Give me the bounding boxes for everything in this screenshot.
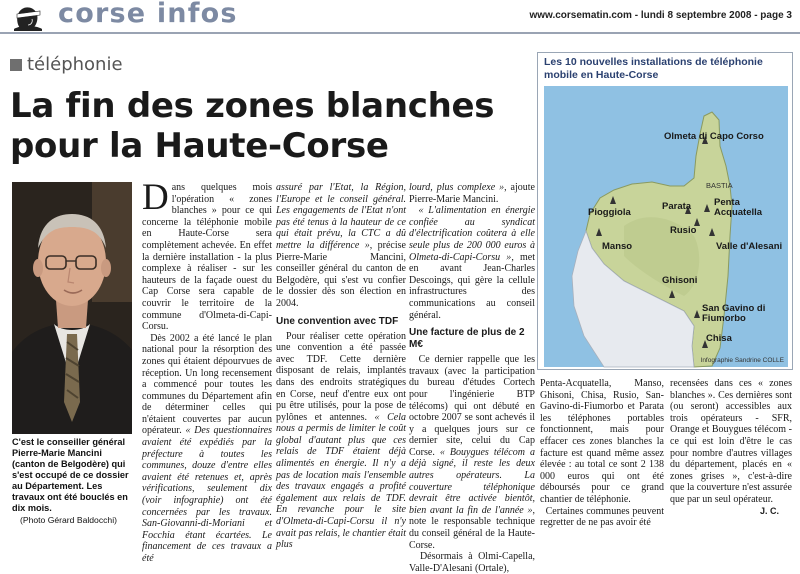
place-label: San Gavino di Fiumorbo	[702, 303, 766, 324]
map-of-haute-corse	[544, 86, 788, 367]
drop-cap: D	[142, 177, 169, 218]
paragraph	[409, 551, 535, 574]
paragraph	[540, 506, 664, 529]
infographic-credit: Infographie Sandrine COLLE	[700, 357, 784, 364]
paragraph	[276, 182, 406, 310]
place-label: Penta Acquatella	[714, 197, 763, 218]
portrait-photo	[12, 182, 132, 434]
headline	[10, 86, 540, 166]
headline-line-2: pour la Haute-Corse	[10, 126, 389, 166]
paragraph	[142, 333, 272, 565]
quote-text: « L'alimentation en énergie confiée au syndicat d'électrification coûtera à elle seule plus de 200 000 euros à Olmeta-di-Capi-Corsu »	[409, 205, 536, 263]
infographic-title: Les 10 nouvelles installations de téléphonie mobile en Haute-Corse	[544, 56, 763, 81]
paragraph-text: , met en avant Jean-Charles Descoings, qui gère la cellule infrastructures des communications au conseil général.	[409, 251, 536, 321]
article-column-1	[142, 177, 272, 565]
article-column-5	[670, 378, 792, 506]
kicker-label: téléphonie	[27, 54, 123, 75]
paragraph-text: Certaines communes peuvent regretter de ne pas avoir été	[540, 505, 664, 529]
paragraph-text: Pour réaliser cette opération une convention a été passée avec TDF. Cette dernière disposant de relais, implantés dans des endroits stratégiques en Corse, neuf d'entre eux ont pu être utilisés, pour la pose de pylônes et antennes.	[276, 330, 407, 423]
moor-head-icon	[6, 3, 48, 31]
paragraph-text: recensées dans ces « zones blanches ». Ces dernières sont (ou seront) accessibles aux trois opérateurs - SFR, Orange et Bouygues télécom - ce qui est loin d'être le cas pour nombre d'autres villages du département, placés en « zones grises », c'est-à-dire que la couverture n'est assurée que par un seul opérateur.	[670, 378, 792, 505]
photo-caption	[12, 437, 136, 526]
article-column-2	[276, 182, 406, 551]
place-label: Pioggiola	[588, 207, 631, 218]
place-label: Rusio	[670, 225, 697, 236]
quote-text: « Des questionnaires avaient été expédiés par la préfecture à toutes les communes, douze d'entre elles avaient été retenues et, après vérifications, seulement dix (voir infographie) ont été concernées par les travaux. San-Giovanni-di-Moriani et Focchia étant écartées. Le financement de ces travaux a été	[142, 425, 272, 564]
headline-line-1: La fin des zones blanches	[10, 86, 495, 126]
section-title: corse infos	[58, 0, 238, 29]
paragraph	[409, 205, 535, 321]
page-header	[0, 0, 800, 34]
photo-credit: (Photo Gérard Baldocchi)	[20, 515, 117, 525]
paragraph	[409, 182, 535, 205]
paragraph-text: Ce dernier rappelle que les travaux (avec la participation du bureau d'études Cortech pour l'ingénierie BTP télécoms) qui ont débuté en octobre 2007 se sont achevés il y a quelques jours sur ce dernier site, celui du Cap Corse.	[409, 354, 535, 458]
place-label: Chisa	[706, 333, 732, 344]
place-label: Olmeta di Capo Corso	[664, 131, 764, 142]
quote-text: assuré par l'Etat, la Région, l'Europe et le conseil général. Les engagements de l'Etat n'ont pas été tenus à la hauteur de ce qui était prévu, la CTC a dû mettre la différence »	[276, 182, 406, 251]
quote-text: lourd, plus complexe »	[409, 182, 505, 193]
place-label: Parata	[662, 201, 692, 212]
site-date-page: www.corsematin.com - lundi 8 septembre 2008 - page 3	[529, 10, 792, 21]
article-column-4	[540, 378, 664, 529]
paragraph-text: ans quelques mois l'opération « zones blanches » pour ce qui concerne la téléphonie mobile en Haute-Corse sera complètement achevée. En effet la dernière installation - la plus complexe à réaliser - sur les hauteurs de la façade ouest du Cap Corse sera capable de couvrir le territoire de la commune d'Olmeta-di-Capi-Corsu.	[142, 182, 272, 333]
paragraph-text: Penta-Acquatella, Manso, Ghisoni, Chisa, Rusio, San-Gavino-di-Fiumorbo et Parata les téléphones portables fonctionnent, mais pour effacer ces zones blanches la facture est quand même assez élevée : au total ce sont 2 138 000 euros qui ont été déboursés pour ce grand chantier de téléphonie.	[540, 378, 664, 505]
author-signature: J. C.	[760, 506, 780, 516]
article-column-3	[409, 182, 535, 574]
paragraph-text: , précise Pierre-Marie Mancini, conseiller général du canton de Belgodère, qui s'est vu confier le dossier dès son élection en 2004.	[276, 239, 406, 309]
place-label: BASTIA	[706, 181, 733, 190]
kicker	[10, 54, 123, 75]
quote-text: « Cela nous a permis de limiter le coût global d'autant plus que ces relais de TDF étaient déjà alimentés en énergie. Il n'y a pas de location mais l'ensemble des travaux engagés a profité également aux relais de TDF. En revanche pour le site d'Olmeta-di-Capi-Corsu il n'y avait pas relais, le chantier était plus	[276, 411, 407, 551]
caption-text: C'est le conseiller général Pierre-Marie Mancini (canton de Belgodère) qui s'est occupé de ce dossier au Département. Les travaux ont été bouclés en dix mois.	[12, 437, 129, 513]
place-label: Ghisoni	[662, 275, 698, 286]
paragraph	[540, 378, 664, 506]
paragraph-text: , ajoute Pierre-Marie Mancini.	[409, 182, 535, 205]
subheading: Une convention avec TDF	[276, 315, 399, 327]
subheading: Une facture de plus de 2 M€	[409, 327, 525, 351]
paragraph	[142, 177, 272, 333]
paragraph-text: Dès 2002 a été lancé le plan national pour la résorption des zones qui étaient dépourvues de réception. Un long recensement a commencé pour toutes les communes du Département afin de déterminer celles qui n'étaient couvertes par aucun opérateur.	[142, 332, 272, 437]
map-svg	[544, 86, 788, 367]
paragraph	[276, 331, 406, 551]
square-bullet-icon	[10, 59, 22, 71]
paragraph	[670, 378, 792, 506]
infographic-box	[537, 52, 793, 370]
paragraph	[409, 354, 535, 551]
place-label: Manso	[602, 241, 633, 252]
paragraph-text: Désormais à Olmi-Capella, Valle-D'Alesani (Ortale),	[409, 551, 536, 574]
paragraph-text: , note le responsable technique du conseil général de la Haute-Corse.	[409, 504, 535, 551]
place-label: Valle d'Alesani	[716, 241, 783, 252]
quote-text: « Bouygues télécom a déjà signé, il reste les deux autres opérateurs. La couverture téléphonique devrait être activée bientôt, bien avant la fin de l'année »	[409, 446, 535, 516]
